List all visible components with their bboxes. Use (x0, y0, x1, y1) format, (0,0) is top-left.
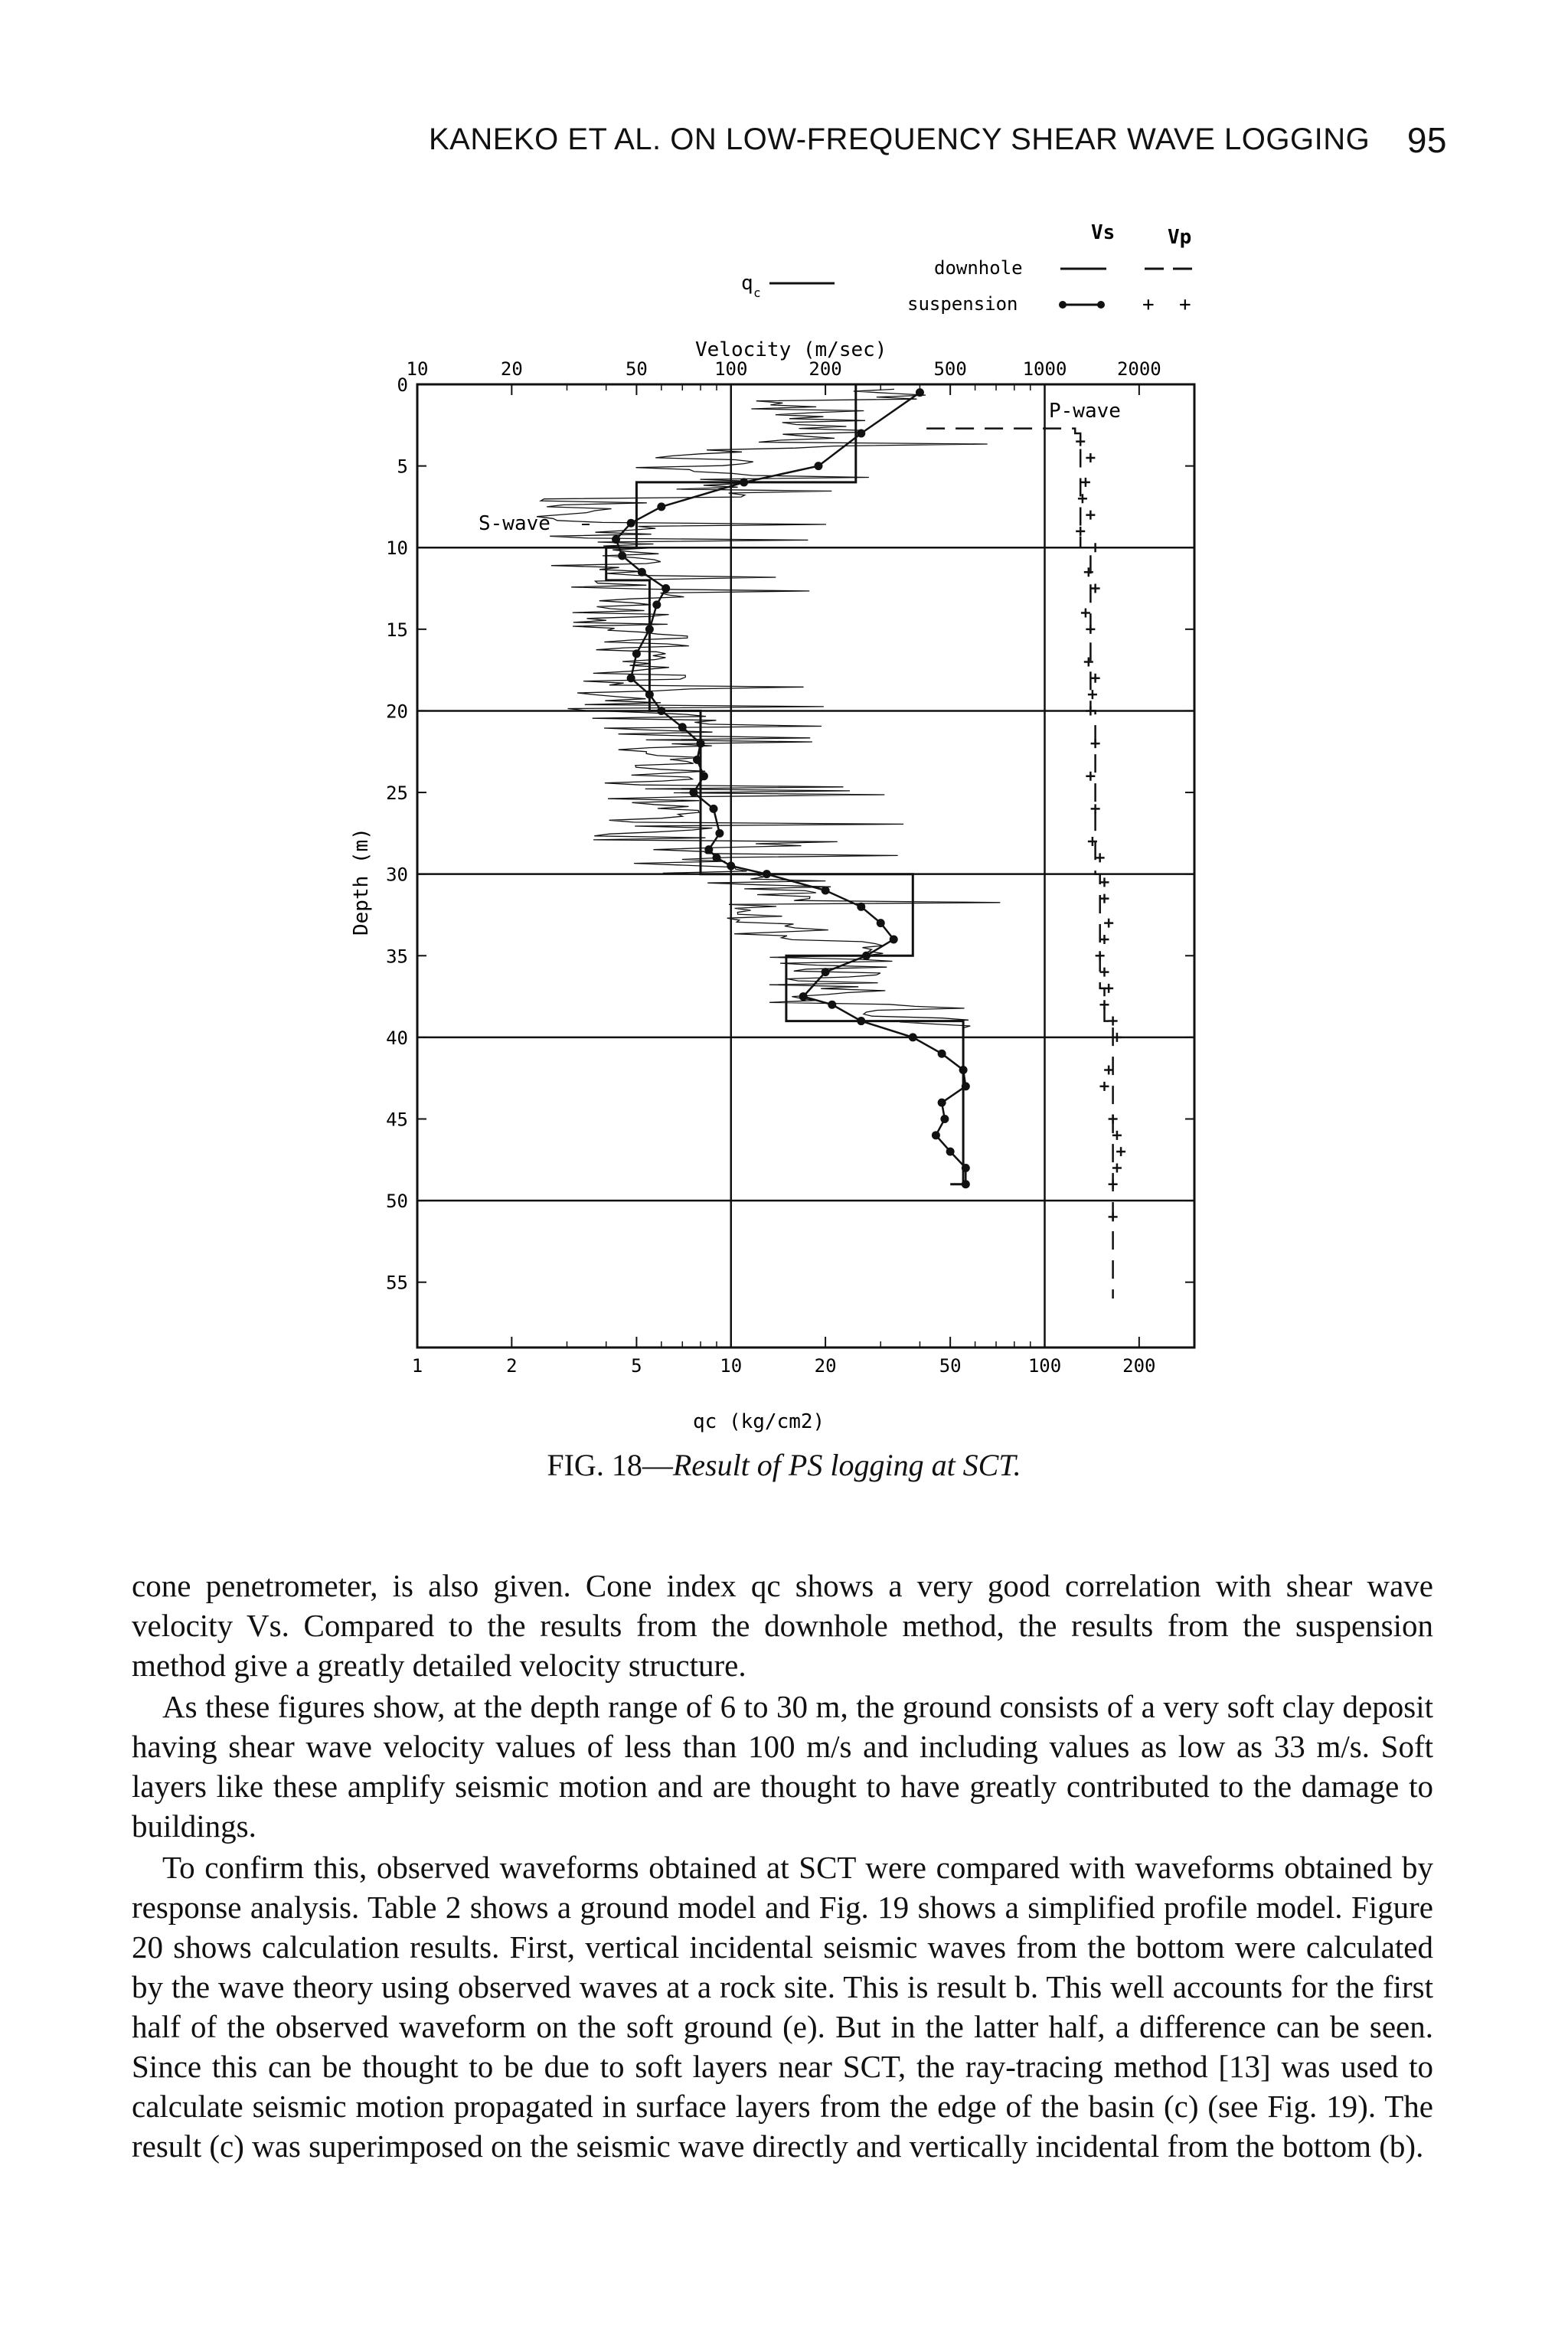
y-tick-label: 10 (386, 537, 408, 560)
vs-suspension-point (657, 502, 665, 511)
x-top-tick-label: 20 (500, 358, 523, 380)
vs-suspension-point (890, 935, 898, 943)
page-number: 95 (1406, 120, 1447, 160)
vp-suspension-point (1099, 894, 1109, 903)
s-wave-annotation: S-wave (479, 512, 550, 535)
vp-suspension-point (1086, 453, 1095, 462)
p-wave-annotation: P-wave (1049, 400, 1121, 423)
vp-suspension-point (1091, 543, 1100, 552)
body-text (132, 1566, 1433, 2166)
y-tick-label: 30 (386, 864, 408, 886)
vp-suspension-point (1104, 984, 1113, 993)
legend-vp-suspension-plus: + (1179, 293, 1191, 316)
y-tick-label: 45 (386, 1109, 408, 1131)
legend (741, 221, 1192, 316)
vp-suspension-point (1086, 706, 1095, 715)
vp-suspension-point (1112, 1163, 1122, 1172)
x-top-axis-label: Velocity (m/sec) (695, 338, 887, 361)
x-bottom-axis-label: qc (kg/cm2) (693, 1410, 825, 1433)
caption-text: Result of PS logging at SCT. (672, 1448, 1021, 1482)
vp-suspension-point (1099, 935, 1109, 944)
x-bottom-tick-label: 200 (1122, 1355, 1156, 1377)
legend-vp-header: Vp (1168, 226, 1192, 249)
legend-vs-suspension-dot (1097, 301, 1105, 309)
x-bottom-tick-label: 50 (939, 1355, 962, 1377)
vp-suspension-point (1104, 1066, 1113, 1075)
x-bottom-tick-label: 100 (1027, 1355, 1062, 1377)
paragraph: As these figures show, at the depth range of 6 to 30 m, the ground consists of a very soft clay deposit having shear wave velocity values of less than 100 m/s and including values as low as 33 m/s. Soft layers like these amplify seismic motion and are thought to have greatly contributed to the damage to buildings. (132, 1689, 1433, 1844)
vp-suspension-point (1084, 567, 1093, 577)
x-top-tick-label: 100 (714, 358, 748, 380)
vs-suspension-point (946, 1148, 955, 1156)
vp-suspension-point (1091, 584, 1100, 593)
vp-suspension-point (1109, 1017, 1118, 1026)
legend-vs-header: Vs (1091, 221, 1116, 244)
paragraph: To confirm this, observed waveforms obtained at SCT were compared with waveforms obtained by response analysis. Table 2 shows a ground model and Fig. 19 shows a simplified profile model. Figure 20 shows calculation results. First, vertical incidental seismic waves from the bottom were calculated by the wave theory using observed waves at a rock site. This is result b. This well accounts for the first half of the observed waveform on the soft ground (e). But in the latter half, a difference can be seen. Since this can be thought to be due to soft layers near SCT, the ray-tracing method [13] was used to calculate seismic motion propagated in surface layers from the edge of the basin (c) (see Fig. 19). The result (c) was superimposed on the seismic wave directly and vertically incidental from the bottom (b). (132, 1850, 1433, 2164)
paragraph: cone penetrometer, is also given. Cone index qc shows a very good correlation with shear wave velocity Vs. Compared to the results from the downhole method, the results from the suspension method give a greatly detailed velocity structure. (132, 1568, 1433, 1683)
series-layer (537, 384, 1125, 1298)
vp-suspension-point (1078, 494, 1087, 503)
vs-suspension-point (940, 1115, 949, 1123)
legend-downhole-label: downhole (934, 257, 1023, 279)
vp-suspension-point (1086, 625, 1095, 634)
vp-suspension-point (1109, 1180, 1118, 1189)
vs-suspension-point (962, 1164, 970, 1172)
vp-suspension-point (1109, 1114, 1118, 1123)
legend-qc-label: q (741, 272, 753, 295)
vs-suspension-point (710, 805, 718, 813)
y-tick-label: 0 (397, 374, 408, 396)
x-top-tick-label: 10 (406, 358, 429, 380)
vp-suspension-point (1076, 437, 1085, 446)
vp-suspension-point (1099, 1000, 1109, 1009)
vs-suspension-point (857, 1017, 865, 1025)
y-axis-label: Depth (m) (350, 828, 373, 936)
vs-suspension-point (618, 551, 626, 560)
vs-suspension-point (962, 1180, 970, 1188)
vp-suspension-point (1116, 1147, 1125, 1156)
vp-suspension-point (1096, 853, 1105, 862)
vp-suspension-point (1099, 877, 1109, 887)
vs-suspension-point (938, 1099, 946, 1107)
vp-suspension-point (1081, 478, 1090, 487)
vp-suspension-point (1084, 657, 1093, 666)
plot-axes (386, 358, 1194, 1377)
y-tick-label: 20 (386, 701, 408, 723)
vs-suspension-point (763, 870, 771, 878)
x-top-tick-label: 2000 (1116, 358, 1161, 380)
x-bottom-tick-label: 10 (720, 1355, 743, 1377)
vs-suspension-point (932, 1131, 940, 1139)
vp-suspension-point (1099, 1082, 1109, 1091)
series-qc-trace (537, 389, 1000, 1027)
x-top-tick-label: 50 (625, 358, 648, 380)
vs-suspension-point (959, 1066, 968, 1074)
vs-suspension-point (938, 1050, 946, 1058)
y-tick-label: 5 (397, 456, 408, 478)
vp-suspension-point (1109, 1212, 1118, 1221)
vs-suspension-point (877, 919, 885, 927)
running-title: KANEKO ET AL. ON LOW-FREQUENCY SHEAR WAVE LOGGING (429, 122, 1370, 156)
caption-label: FIG. 18— (547, 1448, 673, 1482)
x-bottom-tick-label: 20 (814, 1355, 837, 1377)
vp-suspension-point (1096, 951, 1105, 960)
vs-suspension-point (828, 1001, 836, 1009)
x-bottom-tick-label: 5 (631, 1355, 642, 1377)
vs-suspension-point (700, 772, 708, 780)
vs-suspension-point (627, 674, 635, 682)
vp-suspension-point (1104, 919, 1113, 928)
series-vp-downhole (926, 429, 1113, 1298)
vp-suspension-point (1081, 609, 1090, 618)
figure-caption (0, 1447, 1568, 1483)
vs-suspension-point (645, 625, 654, 633)
y-tick-label: 15 (386, 619, 408, 641)
vs-suspension-point (962, 1082, 970, 1090)
legend-vp-suspension-plus: + (1142, 293, 1155, 316)
y-tick-label: 40 (386, 1027, 408, 1049)
vs-suspension-point (715, 829, 724, 838)
legend-vs-suspension-dot (1059, 301, 1067, 309)
x-top-tick-label: 500 (933, 358, 967, 380)
y-tick-label: 25 (386, 782, 408, 805)
vp-suspension-point (1091, 674, 1100, 683)
y-tick-label: 55 (386, 1272, 408, 1294)
vs-suspension-point (652, 600, 661, 609)
vp-suspension-point (1099, 968, 1109, 977)
y-tick-label: 35 (386, 946, 408, 968)
x-top-tick-label: 200 (808, 358, 842, 380)
vs-suspension-point (662, 584, 670, 593)
x-bottom-tick-label: 2 (506, 1355, 518, 1377)
vp-suspension-point (1086, 511, 1095, 520)
vp-suspension-point (1091, 804, 1100, 813)
vp-suspension-point (1091, 739, 1100, 748)
x-top-tick-label: 1000 (1022, 358, 1067, 380)
vp-suspension-point (1076, 527, 1085, 536)
vp-suspension-point (1088, 690, 1097, 699)
legend-qc-subscript: c (753, 286, 761, 300)
legend-suspension-label: suspension (907, 293, 1018, 315)
y-tick-label: 50 (386, 1191, 408, 1213)
vs-suspension-point (814, 462, 822, 470)
x-bottom-tick-label: 1 (411, 1355, 423, 1377)
vp-suspension-point (1086, 772, 1095, 781)
vs-suspension-point (909, 1033, 917, 1041)
vs-suspension-point (727, 862, 735, 871)
